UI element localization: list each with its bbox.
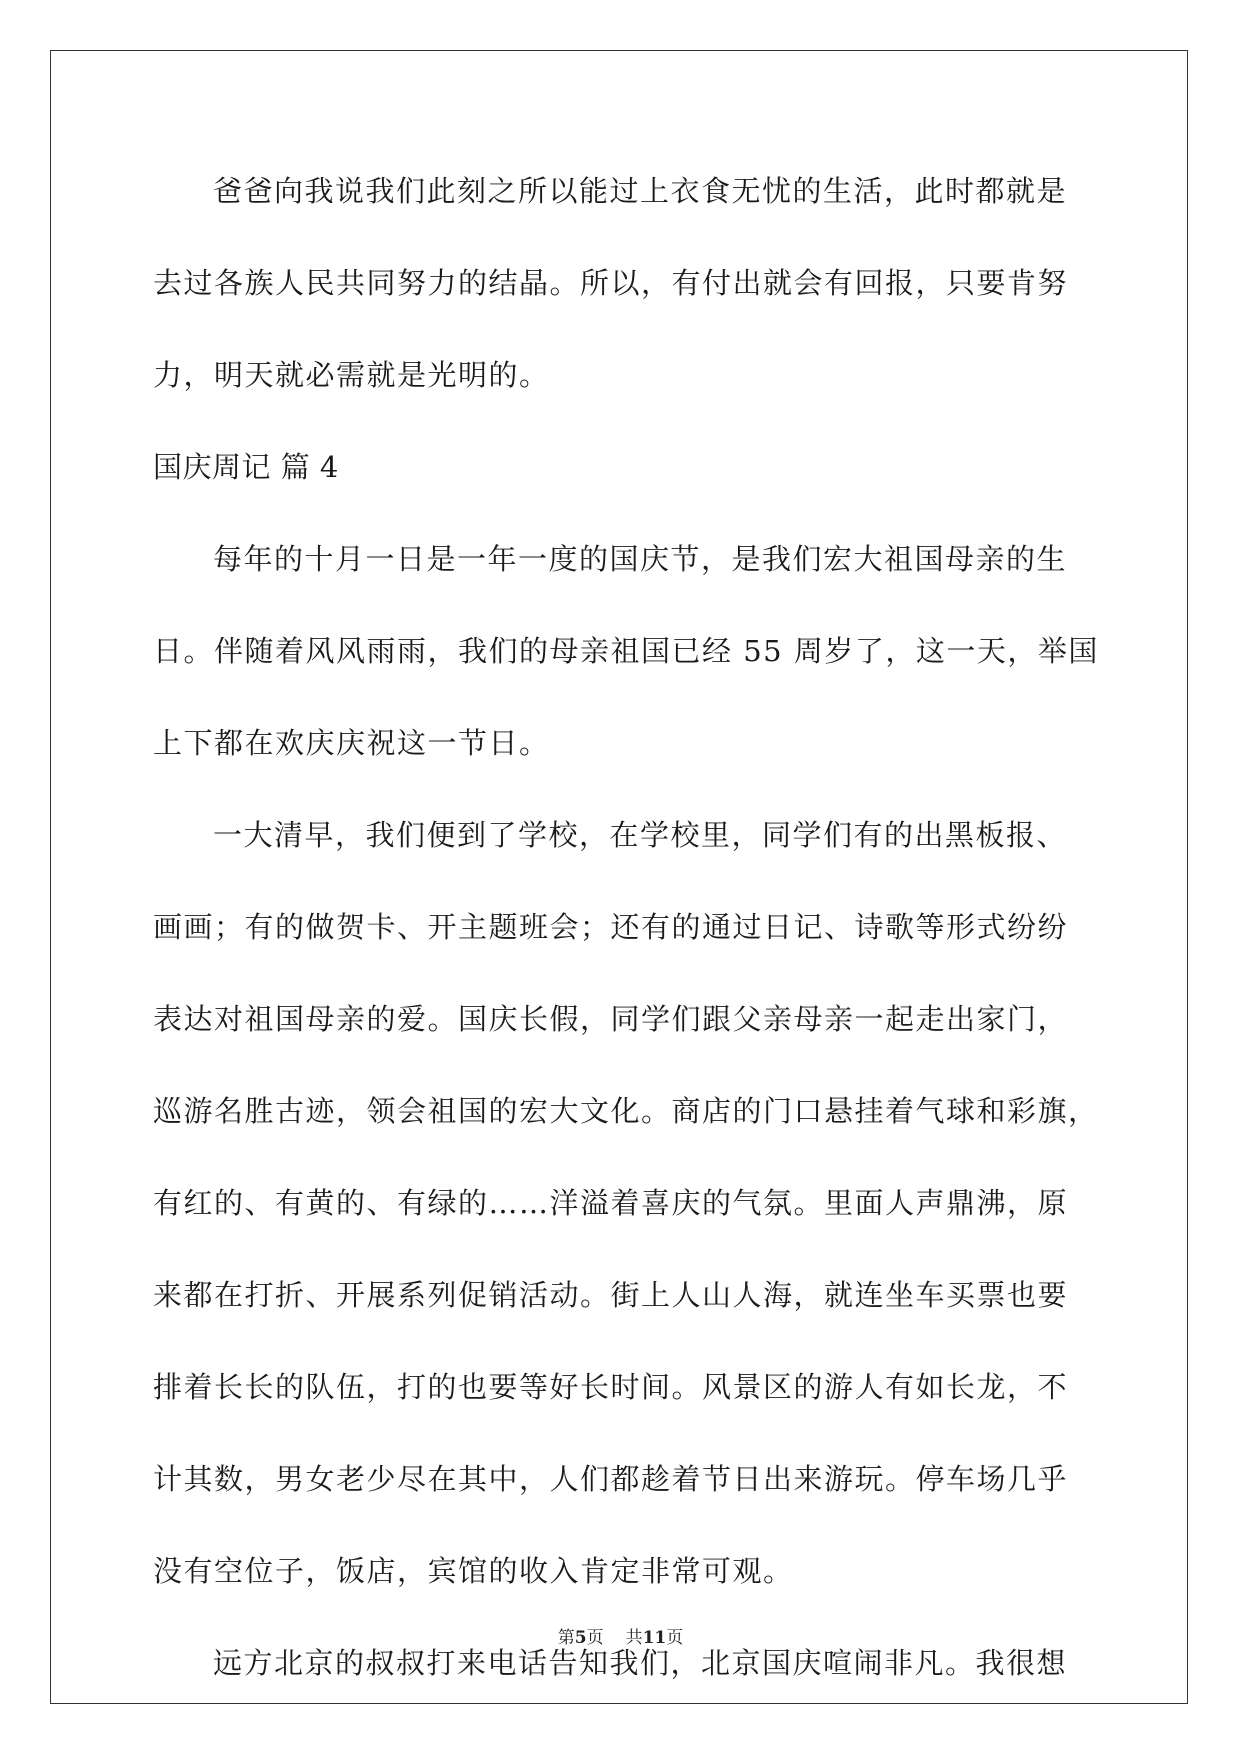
- page-suffix: 页: [586, 1628, 604, 1648]
- text-line: 画画；有的做贺卡、开主题班会；还有的通过日记、诗歌等形式纷纷: [153, 910, 1069, 944]
- paragraph: [153, 160, 1087, 436]
- total-pages: 11: [642, 1628, 667, 1648]
- total-prefix: 共: [625, 1628, 643, 1648]
- text-line: 远方北京的叔叔打来电话告知我们，北京国庆喧闹非凡。我很想: [213, 1646, 1068, 1680]
- page-prefix: 第: [557, 1628, 575, 1648]
- text-line: 爸爸向我说我们此刻之所以能过上衣食无忧的生活，此时都就是: [213, 174, 1068, 208]
- text-line: 去过各族人民共同努力的结晶。所以，有付出就会有回报，只要肯努: [153, 266, 1069, 300]
- total-suffix: 页: [666, 1628, 684, 1648]
- text-line: 一大清早，我们便到了学校，在学校里，同学们有的出黑板报、: [213, 818, 1068, 852]
- text-line: 有红的、有黄的、有绿的……洋溢着喜庆的气氛。里面人声鼎沸，原: [153, 1186, 1069, 1220]
- page-footer: [0, 1623, 1241, 1648]
- text-line: 力，明天就必需就是光明的。: [153, 358, 550, 392]
- text-line: 没有空位子，饭店，宾馆的收入肯定非常可观。: [153, 1554, 794, 1588]
- text-line: 计其数，男女老少尽在其中，人们都趁着节日出来游玩。停车场几乎: [153, 1462, 1069, 1496]
- text-line: 上下都在欢庆庆祝这一节日。: [153, 726, 550, 760]
- text-line: 排着长长的队伍，打的也要等好长时间。风景区的游人有如长龙，不: [153, 1370, 1069, 1404]
- text-line: 每年的十月一日是一年一度的国庆节，是我们宏大祖国母亲的生: [213, 542, 1068, 576]
- text-line: 巡游名胜古迹，领会祖国的宏大文化。商店的门口悬挂着气球和彩旗，: [153, 1094, 1099, 1128]
- text-line: 来都在打折、开展系列促销活动。街上人山人海，就连坐车买票也要: [153, 1278, 1069, 1312]
- section-heading: 国庆周记 篇 4: [153, 450, 339, 484]
- page-number: 5: [574, 1628, 587, 1648]
- document-body: [153, 160, 1099, 1724]
- paragraph: [153, 528, 1099, 804]
- text-line: 表达对祖国母亲的爱。国庆长假，同学们跟父亲母亲一起走出家门，: [153, 1002, 1069, 1036]
- text-line: 日。伴随着风风雨雨，我们的母亲祖国已经 55 周岁了，这一天，举国: [153, 634, 1099, 668]
- paragraph: [153, 804, 1099, 1632]
